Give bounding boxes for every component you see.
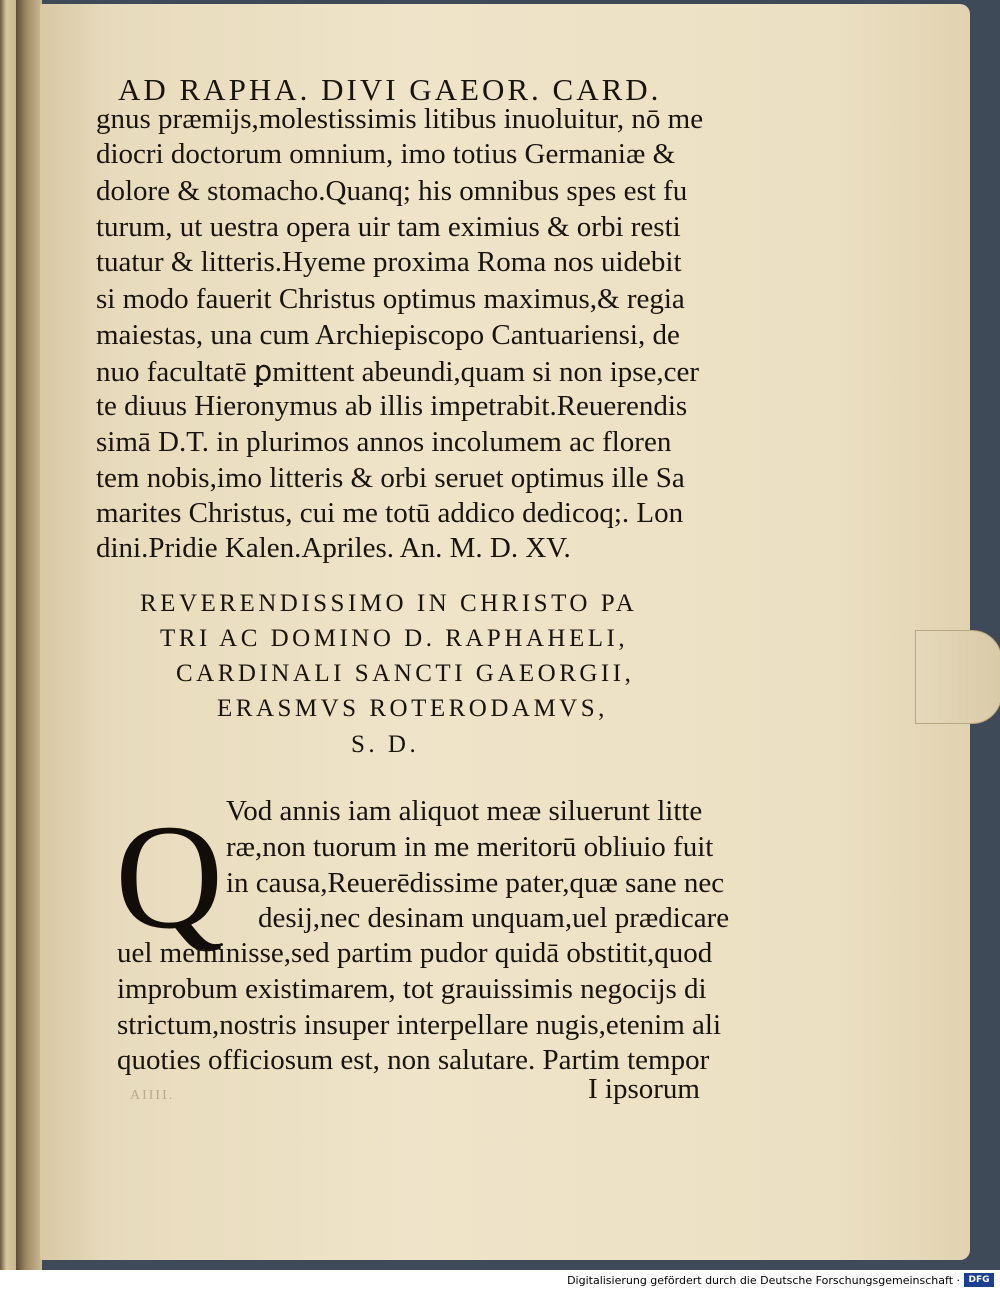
text-line: ræ,non tuorum in me meritorū obliuio fuit — [226, 831, 714, 863]
decorated-initial: Q — [115, 794, 224, 960]
text-line: tem nobis,imo litteris & orbi seruet optimus ille Sa — [96, 462, 685, 494]
text-line: dini.Pridie Kalen.Apriles. An. M. D. XV. — [96, 532, 571, 564]
page-tab-marker — [915, 630, 1000, 724]
salutation-line: S. D. — [351, 731, 420, 758]
text-line: dolore & stomacho.Quanq; his omnibus spes est fu — [96, 175, 688, 207]
text-line: si modo fauerit Christus optimus maximus,& regia — [96, 283, 685, 315]
catchword: I ipsorum — [588, 1073, 700, 1105]
text-line: maiestas, una cum Archiepiscopo Cantuariensi, de — [96, 319, 680, 351]
text-line: uel meminisse,sed partim pudor quidā obstitit,quod — [117, 937, 713, 969]
facing-page-edge — [0, 0, 16, 1270]
salutation-line: ERASMVS ROTERODAMVS, — [217, 695, 608, 722]
book-spine — [16, 0, 42, 1270]
text-line: Vod annis iam aliquot meæ siluerunt litte — [226, 795, 703, 827]
text-line: in causa,Reuerēdissime pater,quæ sane nec — [226, 867, 725, 899]
text-line: improbum existimarem, tot grauissimis negocijs di — [117, 973, 707, 1005]
text-line: marites Christus, cui me totū addico dedicoq;. Lon — [96, 497, 684, 529]
salutation-line: TRI AC DOMINO D. RAPHAHELI, — [160, 625, 629, 652]
salutation-line: CARDINALI SANCTI GAEORGII, — [176, 660, 635, 687]
text-line: te diuus Hieronymus ab illis impetrabit.Reuerendis — [96, 390, 688, 422]
folio-mark: AIIII. — [130, 1088, 175, 1103]
running-header: AD RAPHA. DIVI GAEOR. CARD. — [118, 72, 662, 107]
salutation-line: REVERENDISSIMO IN CHRISTO PA — [140, 590, 638, 617]
text-line: tuatur & litteris.Hyeme proxima Roma nos uidebit — [96, 246, 682, 278]
dfg-logo-icon: DFG — [964, 1273, 994, 1287]
text-line: diocri doctorum omnium, imo totius Germaniæ & — [96, 138, 676, 170]
text-line: gnus præmijs,molestissimis litibus inuoluitur, nō me — [96, 103, 704, 135]
funding-notice: Digitalisierung gefördert durch die Deutsche Forschungsgemeinschaft · — [567, 1274, 960, 1287]
text-line: turum, ut uestra opera uir tam eximius & orbi resti — [96, 211, 681, 243]
text-line: nuo facultatē ꝑmittent abeundi,quam si non ipse,cer — [96, 356, 700, 388]
text-line: strictum,nostris insuper interpellare nugis,etenim ali — [117, 1009, 722, 1041]
text-line: simā D.T. in plurimos annos incolumem ac floren — [96, 426, 672, 458]
text-line: desij,nec desinam unquam,uel prædicare — [258, 902, 730, 934]
text-line: quoties officiosum est, non salutare. Partim tempor — [117, 1044, 710, 1076]
footer-bar — [0, 1270, 1000, 1292]
